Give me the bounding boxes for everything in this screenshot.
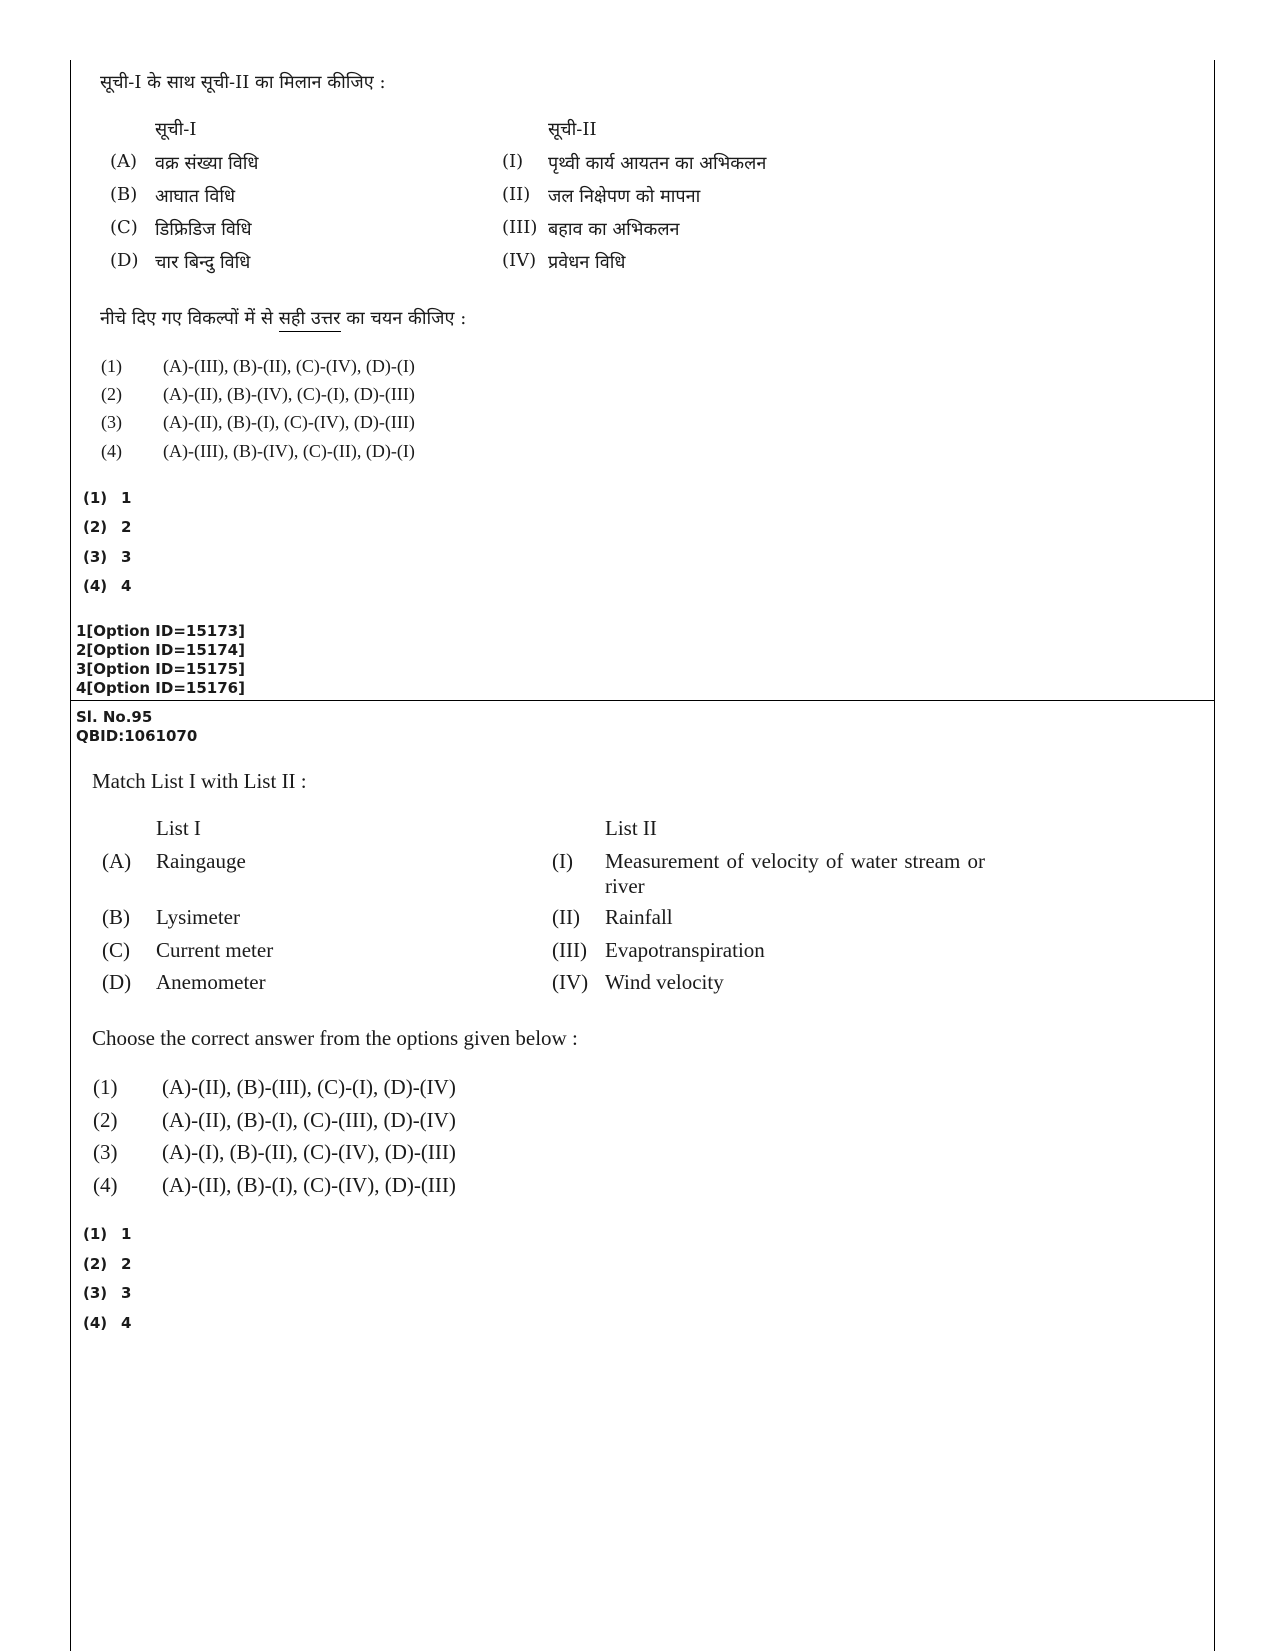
q95-answer-num-1: (1) xyxy=(83,1225,108,1243)
q95-list2-label-i: (I) xyxy=(552,849,573,873)
q95-list1-heading: List I xyxy=(156,816,201,840)
q95-option-num-4: (4) xyxy=(93,1173,118,1197)
q94-list1-label-d: (D) xyxy=(110,250,139,271)
q95-list2-heading: List II xyxy=(605,816,657,840)
q95-answer-num-4: (4) xyxy=(83,1314,108,1332)
q94-option-num-3: (3) xyxy=(101,412,122,432)
right-border-line xyxy=(1214,60,1215,1651)
q94-option-text-4: (A)-(III), (B)-(IV), (C)-(II), (D)-(I) xyxy=(163,441,415,461)
q95-list2-item-iii: Evapotranspiration xyxy=(605,938,765,962)
q95-list2-label-iv: (IV) xyxy=(552,970,589,994)
q95-list2-item-ii: Rainfall xyxy=(605,905,673,929)
q94-answer-val-4: 4 xyxy=(121,577,132,595)
q95-choose-instruction: Choose the correct answer from the options given below : xyxy=(92,1026,578,1050)
q94-answer-num-1: (1) xyxy=(83,489,108,507)
q94-list2-label-iii: (III) xyxy=(502,217,538,238)
q94-list2-item-ii: जल निक्षेपण को मापना xyxy=(548,186,701,207)
q94-option-id-1: 1[Option ID=15173] xyxy=(76,622,245,640)
q94-option-num-4: (4) xyxy=(101,441,122,461)
q94-list1-heading: सूची-I xyxy=(155,119,197,140)
q94-answer-num-2: (2) xyxy=(83,518,108,536)
q94-list2-label-iv: (IV) xyxy=(502,250,537,271)
q95-list1-label-c: (C) xyxy=(102,938,130,962)
q94-list1-item-c: डिफ्रिडिज विधि xyxy=(155,219,252,240)
q94-list1-item-a: वक्र संख्या विधि xyxy=(155,153,259,174)
q95-list2-item-iv: Wind velocity xyxy=(605,970,724,994)
q94-answer-val-3: 3 xyxy=(121,548,132,566)
q94-choose-instruction xyxy=(100,306,466,330)
q95-option-num-3: (3) xyxy=(93,1140,118,1164)
q95-option-text-2: (A)-(II), (B)-(I), (C)-(III), (D)-(IV) xyxy=(162,1108,456,1132)
q95-list1-label-d: (D) xyxy=(102,970,132,994)
q95-list1-label-a: (A) xyxy=(102,849,132,873)
q95-option-text-4: (A)-(II), (B)-(I), (C)-(IV), (D)-(III) xyxy=(162,1173,456,1197)
q95-list1-item-c: Current meter xyxy=(156,938,274,962)
q94-list2-label-i: (I) xyxy=(502,151,524,172)
q95-answer-val-2: 2 xyxy=(121,1255,132,1273)
q95-answer-num-2: (2) xyxy=(83,1255,108,1273)
q95-intro: Match List I with List II : xyxy=(92,769,307,793)
question-divider xyxy=(70,700,1215,701)
q95-option-text-3: (A)-(I), (B)-(II), (C)-(IV), (D)-(III) xyxy=(162,1140,456,1164)
q94-answer-num-3: (3) xyxy=(83,548,108,566)
q94-choose-before: नीचे दिए गए विकल्पों में से xyxy=(100,308,279,329)
q94-option-text-3: (A)-(II), (B)-(I), (C)-(IV), (D)-(III) xyxy=(163,412,415,432)
q95-list1-label-b: (B) xyxy=(102,905,130,929)
q94-list2-heading: सूची-II xyxy=(548,119,597,140)
q94-option-num-2: (2) xyxy=(101,384,122,404)
q94-list1-label-b: (B) xyxy=(110,184,138,205)
q95-answer-num-3: (3) xyxy=(83,1284,108,1302)
q94-option-num-1: (1) xyxy=(101,356,122,376)
q94-intro: सूची-I के साथ सूची-II का मिलान कीजिए : xyxy=(100,72,386,93)
q94-list1-item-d: चार बिन्दु विधि xyxy=(155,252,251,273)
q95-qbid: QBID:1061070 xyxy=(76,727,198,745)
q95-option-text-1: (A)-(II), (B)-(III), (C)-(I), (D)-(IV) xyxy=(162,1075,456,1099)
q94-list2-item-iii: बहाव का अभिकलन xyxy=(548,219,680,240)
q94-choose-after: का चयन कीजिए : xyxy=(340,308,467,329)
q94-list1-item-b: आघात विधि xyxy=(155,186,236,207)
q95-option-num-2: (2) xyxy=(93,1108,118,1132)
q94-choose-underlined: सही उत्तर xyxy=(279,308,341,332)
q95-list1-item-d: Anemometer xyxy=(156,970,266,994)
q94-option-id-4: 4[Option ID=15176] xyxy=(76,679,245,697)
q94-option-text-1: (A)-(III), (B)-(II), (C)-(IV), (D)-(I) xyxy=(163,356,415,376)
q94-list2-label-ii: (II) xyxy=(502,184,531,205)
q94-answer-val-1: 1 xyxy=(121,489,132,507)
q95-list2-item-i: Measurement of velocity of water stream or river xyxy=(605,849,985,898)
q94-option-text-2: (A)-(II), (B)-(IV), (C)-(I), (D)-(III) xyxy=(163,384,415,404)
q94-option-id-3: 3[Option ID=15175] xyxy=(76,660,245,678)
q94-answer-val-2: 2 xyxy=(121,518,132,536)
q95-list1-item-a: Raingauge xyxy=(156,849,246,873)
q95-serial-number: Sl. No.95 xyxy=(76,708,153,726)
q95-answer-val-4: 4 xyxy=(121,1314,132,1332)
q94-list2-item-i: पृथ्वी कार्य आयतन का अभिकलन xyxy=(548,153,767,174)
q95-answer-val-3: 3 xyxy=(121,1284,132,1302)
q95-list1-item-b: Lysimeter xyxy=(156,905,240,929)
q94-list1-label-a: (A) xyxy=(110,151,138,172)
q94-list1-label-c: (C) xyxy=(110,217,138,238)
q94-option-id-2: 2[Option ID=15174] xyxy=(76,641,245,659)
q95-option-num-1: (1) xyxy=(93,1075,118,1099)
q94-list2-item-iv: प्रवेधन विधि xyxy=(548,252,626,273)
q94-answer-num-4: (4) xyxy=(83,577,108,595)
q95-list2-label-ii: (II) xyxy=(552,905,580,929)
q95-list2-label-iii: (III) xyxy=(552,938,587,962)
q95-answer-val-1: 1 xyxy=(121,1225,132,1243)
left-border-line xyxy=(70,60,71,1651)
